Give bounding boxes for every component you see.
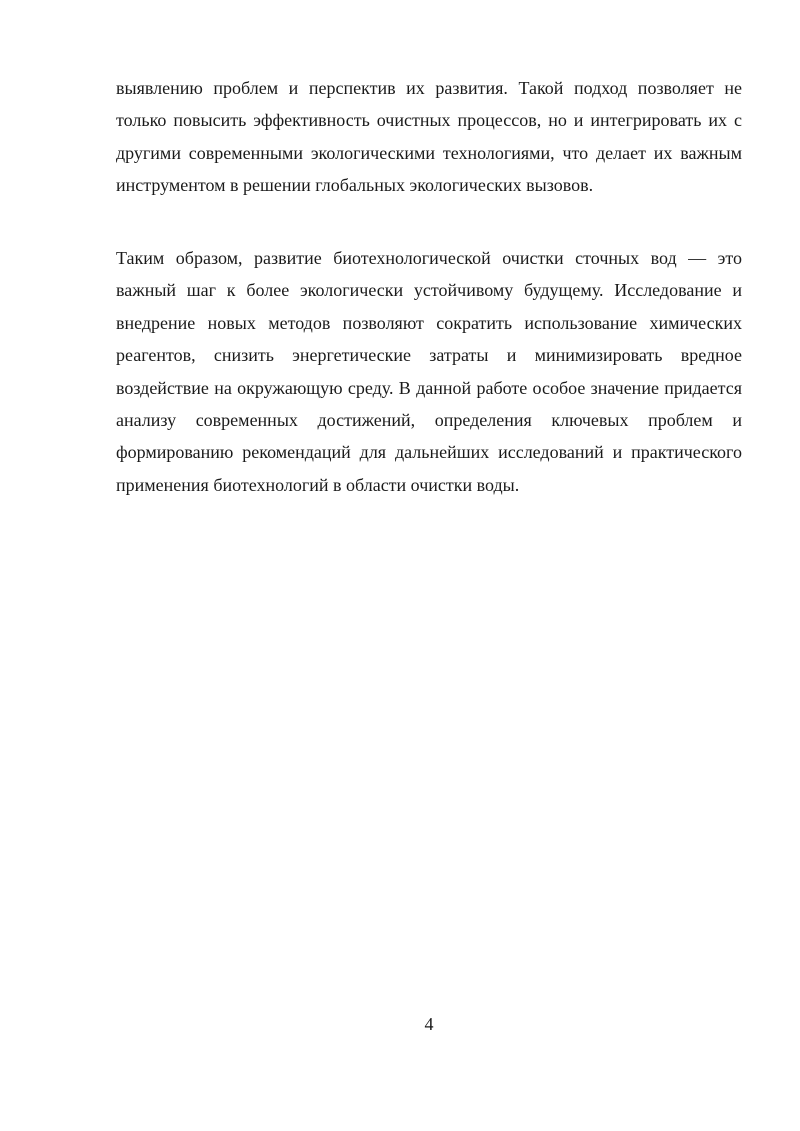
page-number: 4 <box>424 1014 434 1034</box>
paragraph-conclusion: Таким образом, развитие биотехнологической очистки сточных вод — это важный шаг к более экологически устойчивому будущему. Исследование и внедрение новых методов позволяют сократить использование химических реагентов, снизить энергетические затраты и минимизировать вредное воздействие на окружающую среду. В данной работе особое значение придается анализу современных достижений, определения ключевых проблем и формированию рекомендаций для дальнейших исследований и практического применения биотехнологий в области очистки воды. <box>116 248 742 495</box>
paragraph-continuation: выявлению проблем и перспектив их развития. Такой подход позволяет не только повысить эффективность очистных процессов, но и интегрировать их с другими современными экологическими технологиями, что делает их важным инструментом в решении глобальных экологических вызовов. <box>116 78 742 196</box>
